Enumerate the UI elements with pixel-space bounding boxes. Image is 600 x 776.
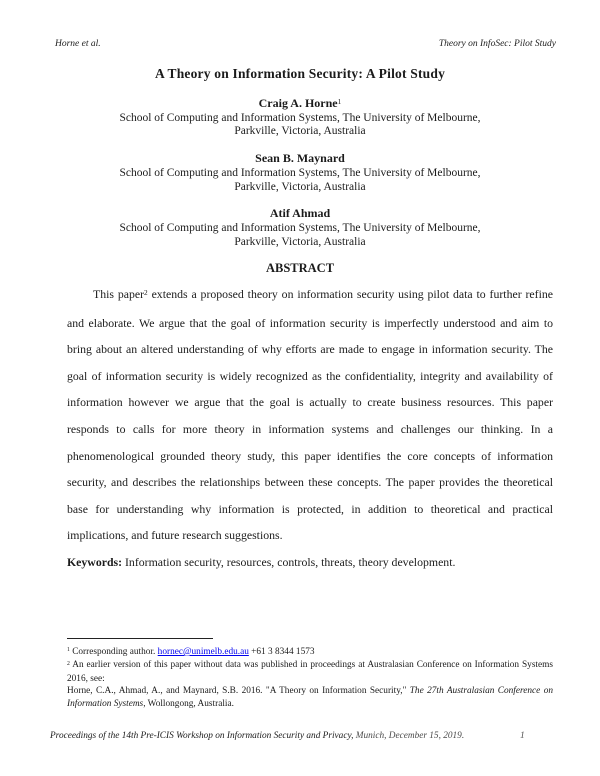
affiliation-line: School of Computing and Information Systems, The University of Melbourne, [119,221,481,234]
running-header [55,39,556,49]
keywords-label: Keywords: [67,554,123,569]
footnote-1 [67,646,553,659]
author-name-text: Craig A. Horne [258,96,338,110]
author-block [0,97,600,139]
author-name [0,152,600,167]
page-footer [50,731,556,741]
footer-proceedings-text: Proceedings of the 14th Pre-ICIS Workshop on Information Security and Privacy, [50,731,354,741]
author-block [0,152,600,194]
author-list [0,97,600,262]
footnote-1-phone: +61 3 8344 1573 [248,647,315,657]
abstract-text-prefix: This paper [93,287,145,301]
footnote-1-marker: 1 [67,647,70,654]
author-name [0,97,600,112]
paper-title: A Theory on Information Security: A Pilot Study [154,66,446,81]
page-number: 1 [520,731,525,741]
footnote-2-text: An earlier version of this paper without data was published in proceedings at Australasian Conference on Information Systems 2016, see: [67,660,553,684]
footnotes-section [67,646,553,710]
header-paper-short: Theory on InfoSec: Pilot Study [438,39,556,49]
author-block [0,207,600,249]
footer-date-text: Munich, December 15, 2019. [353,731,465,741]
footnote-citation [67,685,553,710]
footnote-2-marker: 2 [67,660,70,667]
author-name-text: Sean B. Maynard [255,151,345,166]
author-name [0,207,600,222]
abstract-section [67,281,553,576]
abstract-footnote-ref: 2 [144,287,148,297]
abstract-paragraph [67,281,553,549]
affiliation-line: Parkville, Victoria, Australia [234,180,366,193]
footnote-2 [67,659,553,685]
email-link[interactable]: hornec@unimelb.edu.au [157,647,249,657]
footnote-separator-rule [67,638,213,639]
citation-venue: The 27th Australasian Conference on Information Systems [67,686,553,709]
affiliation-line: School of Computing and Information Systems, The University of Melbourne, [119,111,481,124]
affiliation-line: School of Computing and Information Systems, The University of Melbourne, [119,166,481,179]
citation-authors: Horne, C.A., Ahmad, A., and Maynard, S.B. 2016. "A Theory on Information Security," [67,686,410,697]
affiliation-line: Parkville, Victoria, Australia [234,125,366,138]
footnote-1-text: Corresponding author. [69,647,158,657]
keywords-text: Information security, resources, controls, threats, theory development. [122,554,456,569]
header-author-short: Horne et al. [55,39,101,49]
affiliation-line: Parkville, Victoria, Australia [234,235,366,248]
author-footnote-ref: 1 [337,96,342,106]
author-name-text: Atif Ahmad [269,206,331,221]
citation-location: , Wollongong, Australia. [143,698,234,709]
abstract-text-rest: extends a proposed theory on information security using pilot data to further refine and elaborate. We argue that the goal of information security is imperfectly understood and aim to bring about an altered understanding of why efforts are made to engage in information security. The goal of information security is widely recognized as the confidentiality, integrity and availability of information however we argue that the goal is actually to create business resources. This paper responds to calls for more theory in information systems and challenges our thinking. In a phenomenological grounded theory study, this paper identifies the core concepts of information security, and describes the relationships between these concepts. The paper provides the theoretical base for understanding why information is protected, in addition to theoretical and practical implications, and future research suggestions. [67,287,554,543]
abstract-heading: ABSTRACT [265,261,335,275]
keywords-line [67,549,553,576]
